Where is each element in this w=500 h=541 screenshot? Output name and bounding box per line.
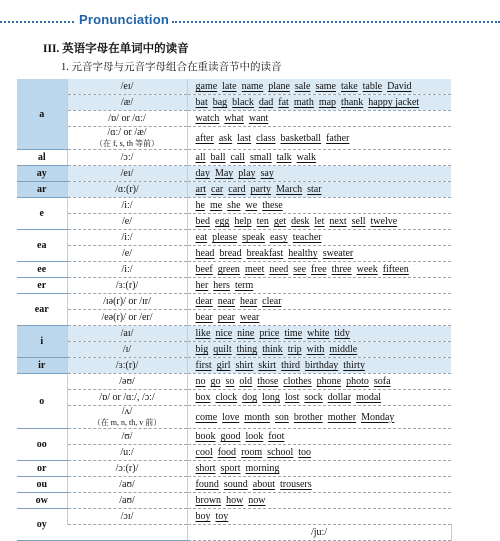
example-word: term xyxy=(234,280,254,291)
example-word: take xyxy=(341,81,358,92)
example-word: please xyxy=(212,232,238,243)
example-word: art xyxy=(195,184,207,195)
ipa-symbol: /aʊ/ xyxy=(119,479,135,490)
example-word: sofa xyxy=(373,376,391,387)
example-word: clear xyxy=(262,296,282,307)
ipa-cell xyxy=(67,79,187,95)
example-word: next xyxy=(329,216,347,227)
example-word: late xyxy=(222,81,237,92)
example-word: about xyxy=(252,479,275,490)
example-words-cell xyxy=(187,150,451,166)
table-row xyxy=(17,127,451,150)
example-word: bat xyxy=(195,97,208,108)
ipa-symbol: /e/ xyxy=(122,216,132,227)
ipa-symbol: /ɒ/ or /ɑː/ xyxy=(108,113,146,124)
ipa-symbol: /aʊ/ xyxy=(119,495,135,506)
example-word: talk xyxy=(276,152,292,163)
table-row xyxy=(17,358,451,374)
table-row xyxy=(17,326,451,342)
example-word: long xyxy=(262,392,280,403)
example-words-cell xyxy=(187,262,451,278)
example-word: egg xyxy=(214,216,230,227)
ipa-symbol: /iː/ xyxy=(121,200,133,211)
letter-cell: e xyxy=(17,198,67,230)
ipa-symbol: /ɪ/ xyxy=(122,344,132,355)
example-word: sock xyxy=(304,392,323,403)
example-word: need xyxy=(269,264,289,275)
example-words-cell xyxy=(187,477,451,493)
ipa-symbol: /eɪ/ xyxy=(120,81,134,92)
example-words-cell xyxy=(187,358,451,374)
example-words-cell xyxy=(187,198,451,214)
example-word: skirt xyxy=(258,360,277,371)
example-word: dear xyxy=(195,296,213,307)
example-word: near xyxy=(217,296,235,307)
example-word: toy xyxy=(215,511,229,522)
example-word: nice xyxy=(215,328,233,339)
example-word: hers xyxy=(213,280,230,291)
table-row xyxy=(17,429,451,445)
example-word: healthy xyxy=(288,248,318,259)
example-word: good xyxy=(220,431,241,442)
example-word: hear xyxy=(239,296,258,307)
ipa-symbol: /ɜː(r)/ xyxy=(115,280,139,291)
example-word: these xyxy=(262,200,283,211)
example-word: lost xyxy=(284,392,300,403)
example-words-cell xyxy=(187,127,451,150)
example-word: food xyxy=(217,447,237,458)
example-word: sell xyxy=(351,216,366,227)
table-row xyxy=(17,182,451,198)
header-dotted-rule-left xyxy=(0,21,74,23)
ipa-note: （在 f, s, th 等前） xyxy=(95,139,159,148)
ipa-symbol: /ɒ/ or /ɑː/, /ɔː/ xyxy=(99,392,155,403)
example-word: those xyxy=(257,376,279,387)
ipa-cell xyxy=(67,358,187,374)
example-word: May xyxy=(214,168,234,179)
ipa-cell xyxy=(67,429,187,445)
example-word: shirt xyxy=(235,360,254,371)
example-word: map xyxy=(318,97,337,108)
example-words-cell xyxy=(187,294,451,310)
example-word: sport xyxy=(220,463,241,474)
example-word: Monday xyxy=(361,411,395,423)
table-row xyxy=(17,525,451,541)
example-word: price xyxy=(259,328,280,339)
example-word: we xyxy=(245,200,258,211)
example-word: found xyxy=(195,479,219,490)
example-word: trousers xyxy=(279,479,312,490)
pronunciation-table-body xyxy=(17,79,451,541)
example-word: fat xyxy=(278,97,289,108)
example-word: class xyxy=(256,132,276,144)
ipa-symbol: /ʊ/ xyxy=(121,431,133,442)
ipa-cell xyxy=(67,374,187,390)
example-words-cell xyxy=(187,214,451,230)
table-row xyxy=(17,294,451,310)
table-row xyxy=(17,445,451,461)
example-word: three xyxy=(331,264,352,275)
example-word: her xyxy=(195,280,209,291)
table-row xyxy=(17,390,451,406)
example-word: see xyxy=(293,264,307,275)
example-word: thank xyxy=(341,97,364,108)
example-word: David xyxy=(387,81,412,92)
example-word: time xyxy=(284,328,303,339)
example-word: quilt xyxy=(213,344,232,355)
example-word: card xyxy=(228,184,246,195)
example-words-cell xyxy=(187,246,451,262)
example-word: photo xyxy=(346,376,369,387)
ipa-symbol: /ɪə(r)/ or /ɪr/ xyxy=(103,296,151,307)
example-word: day xyxy=(195,168,210,179)
example-word: now xyxy=(248,495,266,506)
example-words-cell xyxy=(187,374,451,390)
example-word: let xyxy=(314,216,325,227)
example-word: watch xyxy=(195,113,220,124)
example-word: star xyxy=(307,184,322,195)
example-word: free xyxy=(311,264,327,275)
example-word: March xyxy=(276,184,303,195)
ipa-cell xyxy=(67,509,187,525)
example-word: basketball xyxy=(280,132,322,144)
ipa-symbol: /uː/ xyxy=(120,447,134,458)
example-word: morning xyxy=(245,463,280,474)
example-words-cell xyxy=(187,429,451,445)
example-word: breakfast xyxy=(246,248,284,259)
example-word: first xyxy=(195,360,212,371)
ipa-cell xyxy=(67,166,187,182)
ipa-cell xyxy=(67,150,187,166)
example-word: he xyxy=(195,200,205,211)
example-words-cell xyxy=(187,230,451,246)
example-word: last xyxy=(237,132,252,144)
ipa-cell xyxy=(67,294,187,310)
example-word: clothes xyxy=(283,376,312,387)
example-word: meet xyxy=(244,264,265,275)
example-word: eat xyxy=(195,232,208,243)
ipa-note: （在 m, n, th, v 前） xyxy=(92,418,162,427)
example-word: look xyxy=(245,431,264,442)
table-row xyxy=(17,262,451,278)
example-word: bread xyxy=(219,248,242,259)
example-word: all xyxy=(195,152,206,163)
example-word: desk xyxy=(291,216,310,227)
letter-cell: ea xyxy=(17,230,67,262)
table-row xyxy=(17,230,451,246)
ipa-symbol: /æ/ xyxy=(120,97,134,108)
letter-cell: al xyxy=(17,150,67,166)
ipa-symbol: /eə(r)/ or /er/ xyxy=(101,312,153,323)
ipa-cell xyxy=(67,182,187,198)
example-word: green xyxy=(217,264,240,275)
example-word: want xyxy=(248,113,269,124)
ipa-symbol: /ɜː(r)/ xyxy=(115,360,139,371)
example-word: small xyxy=(249,152,272,163)
example-words-cell xyxy=(187,166,451,182)
letter-cell: a xyxy=(17,79,67,150)
pronunciation-table xyxy=(17,79,451,541)
example-word: party xyxy=(250,184,272,195)
example-word: bag xyxy=(212,97,228,108)
table-row xyxy=(17,79,451,95)
example-word: thirty xyxy=(343,360,365,371)
letter-cell: i xyxy=(17,326,67,358)
ipa-cell xyxy=(67,342,187,358)
ipa-cell xyxy=(67,111,187,127)
example-word: like xyxy=(195,328,211,339)
ipa-symbol: /e/ xyxy=(122,248,132,259)
example-word: ball xyxy=(210,152,226,163)
table-row xyxy=(17,166,451,182)
example-word: dollar xyxy=(327,392,352,403)
example-word: book xyxy=(195,431,216,442)
example-word: ask xyxy=(218,132,233,144)
letter-cell: oy xyxy=(17,509,67,541)
example-word: plane xyxy=(268,81,290,92)
example-word: son xyxy=(274,411,289,423)
ipa-cell xyxy=(67,262,187,278)
example-word: foot xyxy=(268,431,285,442)
example-word: clock xyxy=(215,392,238,403)
example-word: bed xyxy=(195,216,210,227)
ipa-symbol: /aɪ/ xyxy=(120,328,134,339)
table-row xyxy=(17,150,451,166)
example-word: room xyxy=(241,447,263,458)
ipa-cell xyxy=(67,198,187,214)
example-word: modal xyxy=(356,392,382,403)
example-word: call xyxy=(230,152,245,163)
ipa-cell xyxy=(67,326,187,342)
example-word: too xyxy=(298,447,312,458)
example-words-cell xyxy=(187,445,451,461)
example-word: middle xyxy=(329,344,358,355)
example-word: sale xyxy=(294,81,311,92)
letter-cell: ir xyxy=(17,358,67,374)
ipa-symbol: /ɑː/ or /æ/ xyxy=(107,127,147,138)
example-word: help xyxy=(234,216,252,227)
example-word: white xyxy=(307,328,330,339)
example-word: school xyxy=(267,447,294,458)
example-word: sweater xyxy=(322,248,354,259)
subsection-title: 1. 元音字母与元音字母组合在重读音节中的读音 xyxy=(61,62,282,73)
ipa-symbol: /juː/ xyxy=(310,527,328,538)
example-word: table xyxy=(362,81,383,92)
example-word: car xyxy=(211,184,224,195)
example-word: play xyxy=(238,168,256,179)
example-word: teacher xyxy=(292,232,322,243)
example-words-cell xyxy=(187,278,451,294)
letter-cell: ee xyxy=(17,262,67,278)
example-words-cell xyxy=(187,326,451,342)
table-row xyxy=(17,493,451,509)
example-word: tidy xyxy=(334,328,350,339)
example-word: game xyxy=(195,81,218,92)
ipa-symbol: /iː/ xyxy=(121,232,133,243)
example-word: ten xyxy=(256,216,269,227)
example-word: cool xyxy=(195,447,213,458)
ipa-symbol: /eɪ/ xyxy=(120,168,134,179)
example-words-cell xyxy=(187,390,451,406)
table-row xyxy=(17,95,451,111)
example-word: what xyxy=(224,113,244,124)
example-word: same xyxy=(315,81,336,92)
ipa-symbol: /iː/ xyxy=(121,264,133,275)
letter-cell: ear xyxy=(17,294,67,326)
example-word: after xyxy=(195,132,214,144)
example-words-cell xyxy=(187,509,451,525)
ipa-symbol: /ɔː(r)/ xyxy=(115,463,139,474)
example-word: walk xyxy=(296,152,317,163)
example-word: dog xyxy=(242,392,258,403)
ipa-cell xyxy=(67,477,187,493)
letter-cell: o xyxy=(17,374,67,429)
table-row xyxy=(17,509,451,525)
page-header xyxy=(0,10,500,40)
example-word: bear xyxy=(195,312,213,323)
example-word: girl xyxy=(216,360,231,371)
example-word: phone xyxy=(316,376,342,387)
example-words-cell xyxy=(187,342,451,358)
letter-cell: ay xyxy=(17,166,67,182)
example-word: twelve xyxy=(370,216,398,227)
example-word: trip xyxy=(287,344,302,355)
example-word: month xyxy=(244,411,270,423)
example-word: boy xyxy=(195,511,211,522)
ipa-cell xyxy=(67,214,187,230)
table-row xyxy=(17,111,451,127)
ipa-cell xyxy=(67,445,187,461)
ipa-cell xyxy=(67,310,187,326)
ipa-cell xyxy=(67,461,187,477)
example-word: name xyxy=(241,81,264,92)
letter-cell: or xyxy=(17,461,67,477)
example-word: how xyxy=(226,495,244,506)
letter-cell: oo xyxy=(17,429,67,461)
example-word: she xyxy=(227,200,241,211)
ipa-symbol: /ʌ/ xyxy=(121,406,133,417)
example-word: week xyxy=(356,264,378,275)
example-words-cell xyxy=(187,461,451,477)
example-word: old xyxy=(239,376,253,387)
example-word: easy xyxy=(269,232,288,243)
example-word: me xyxy=(209,200,223,211)
ipa-symbol: /əʊ/ xyxy=(119,376,135,387)
table-row xyxy=(17,246,451,262)
header-title: Pronunciation xyxy=(79,12,169,27)
ipa-cell xyxy=(67,493,187,509)
example-word: brown xyxy=(195,495,222,506)
header-dotted-rule-right xyxy=(172,21,500,23)
example-word: black xyxy=(232,97,254,108)
table-row xyxy=(17,310,451,326)
table-row xyxy=(17,461,451,477)
example-word: beef xyxy=(195,264,213,275)
table-row xyxy=(17,342,451,358)
example-words-cell xyxy=(187,79,451,95)
example-word: go xyxy=(210,376,221,387)
ipa-symbol: /ɔɪ/ xyxy=(120,511,134,522)
example-words-cell xyxy=(187,111,451,127)
example-word: brother xyxy=(293,411,323,423)
example-word: happy jacket xyxy=(368,97,420,108)
example-word: dad xyxy=(258,97,274,108)
letter-cell: ou xyxy=(17,477,67,493)
example-word: mother xyxy=(327,411,357,423)
example-word: come xyxy=(195,411,218,423)
table-row xyxy=(17,477,451,493)
table-row xyxy=(17,374,451,390)
example-word: third xyxy=(281,360,300,371)
example-word: nine xyxy=(237,328,255,339)
example-word: speak xyxy=(242,232,265,243)
example-words-cell xyxy=(187,310,451,326)
example-word: pear xyxy=(217,312,235,323)
example-word: father xyxy=(326,132,350,144)
table-row xyxy=(17,278,451,294)
example-word: birthday xyxy=(304,360,339,371)
ipa-symbol: /ɑː(r)/ xyxy=(115,184,139,195)
example-words-cell xyxy=(187,95,451,111)
example-word: box xyxy=(195,392,211,403)
example-word: thing xyxy=(236,344,258,355)
table-row xyxy=(17,406,451,429)
ipa-cell xyxy=(67,406,187,429)
letter-cell: ow xyxy=(17,493,67,509)
ipa-cell xyxy=(67,230,187,246)
ipa-cell xyxy=(67,278,187,294)
example-word: big xyxy=(195,344,209,355)
example-word: no xyxy=(195,376,206,387)
example-word: head xyxy=(195,248,215,259)
example-word: wear xyxy=(239,312,260,323)
table-row xyxy=(17,198,451,214)
letter-cell: er xyxy=(17,278,67,294)
letter-cell xyxy=(67,525,187,541)
ipa-cell xyxy=(67,246,187,262)
example-word: so xyxy=(225,376,235,387)
example-word: get xyxy=(273,216,287,227)
ipa-cell xyxy=(187,525,451,541)
example-word: sound xyxy=(223,479,248,490)
ipa-cell xyxy=(67,95,187,111)
example-words-cell xyxy=(187,182,451,198)
example-words-cell xyxy=(187,493,451,509)
example-words-cell xyxy=(187,406,451,429)
example-word: think xyxy=(262,344,283,355)
example-word: with xyxy=(306,344,325,355)
section-title: III. 英语字母在单词中的读音 xyxy=(43,43,189,55)
ipa-symbol: /ɔː/ xyxy=(120,152,134,163)
example-word: math xyxy=(293,97,314,108)
ipa-cell xyxy=(67,127,187,150)
ipa-cell xyxy=(67,390,187,406)
example-word: say xyxy=(260,168,274,179)
example-word: short xyxy=(195,463,216,474)
letter-cell: ar xyxy=(17,182,67,198)
example-word: fifteen xyxy=(382,264,409,275)
table-row xyxy=(17,214,451,230)
example-word: love xyxy=(222,411,240,423)
